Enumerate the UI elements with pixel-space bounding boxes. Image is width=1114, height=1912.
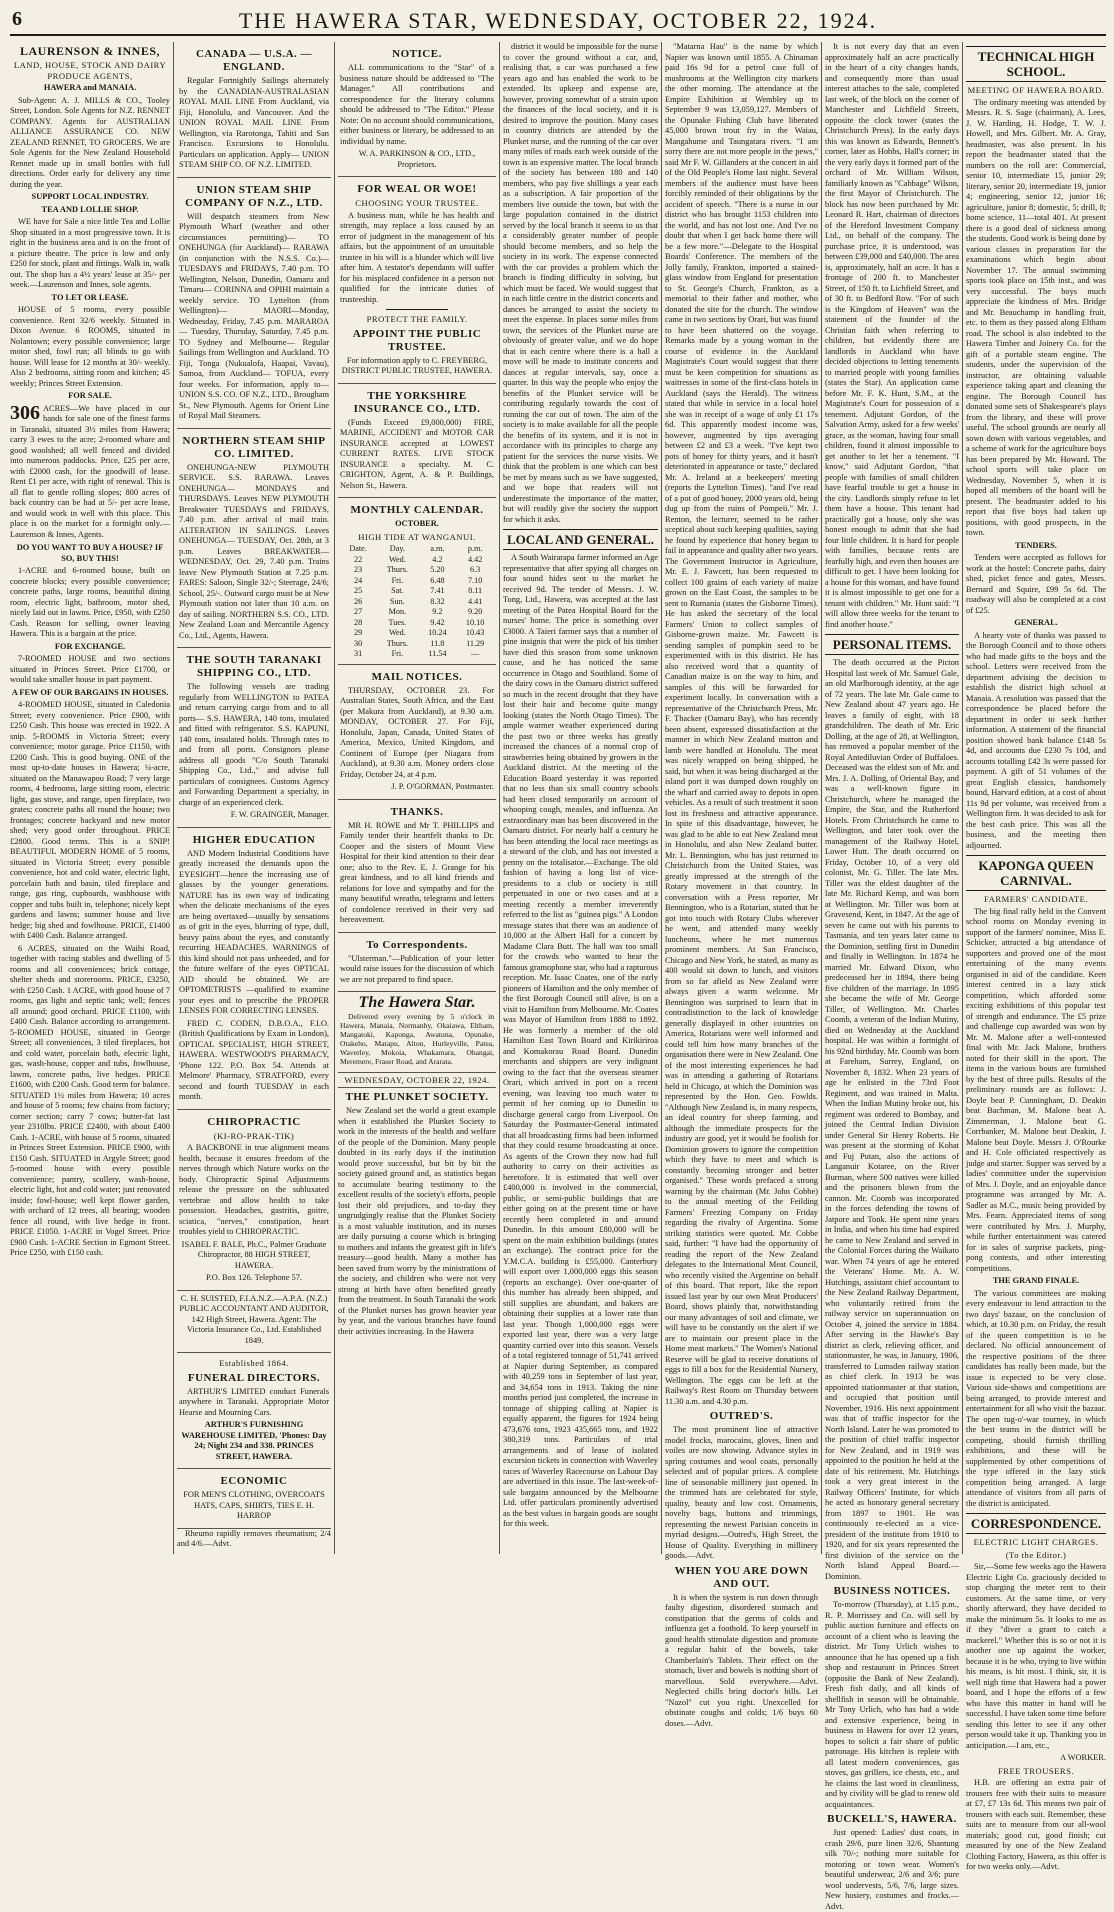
sale-body: ACRES—We have placed in our hands for sale one of the finest farms in Taranaki, situated 3½ miles from Hawera; carry 3 ewes to the acre; 2-roomed whare and good woolshed; all well fenced and divided into numerous paddocks. Price, £25 per acre, with £2000 cash, for the goodwill of lease. Rent £1 per acre, with right of renewal. This is all flat to gentle rolling slopes; 800 acres of back country can be had at 5/- per acre lease, and would work in well with this place. This place is on the market for a fortnight only.—Laurenson & Innes, Agents. [10,403,170,539]
stsc-ad [177,648,331,828]
electric-signature: A WORKER. [1060,1753,1106,1762]
electric-body: Sir,—Some few weeks ago the Hawera Electric Light Co. graciously decided to stop charging the meter rent to their customers. At the same time, or very shortly afterward, they have decided to make the minimum 5s. It looks to me as if they "diver a grant to catch a mackerel." Whether this is so or not it is another one up against the worker, because it is he who, trying to live within his means, is hit most. I think, sir, it is well nigh time that Hawera had a power board, and I hope the efforts of a few who have this matter in hand will be successful. I have taken some time before sending this letter to see if any other person would take it up. Thanking you in anticipation.—I am, etc., [966,1562,1106,1750]
tide-cell: 11.8 [430,638,445,648]
local-continued: "Matarna Hau" is the name by which Napier was known until 1855. A Chinaman paid 16s 9d for a petrol case full of mushrooms at the Wellington city markets the other morning. The attendance at the Empire Exhibition at Wembley up to September 9 was 13,059,127. Members of the Opunake Fishing Club have liberated 45,000 brown trout fry in the Waiau, Mangahume and Taungatara rivers. "I am sorry there are not more people in the pews," said Mr F. W. Gillanders at the concert in aid of the Old People's Home last night. Several members of the audience must have been forcibly reminded of their obligations by the accident of speech. "There is a nurse in our district who has brought 1153 children into the world, and has not lost one. And I've no doubt that when I get back home there will be a few more."—Delegate to the Hospital Boards' Conference. The members of the Jolly family, Frankton, imported a stained-glass window from England for presentation to St. George's Church, Frankton, as a memorial to their father and mother, who donated the site for the church. The window came in two sections by Orari, but was found to have been shattered on the voyage. Remarks made by a young woman in the course of evidence in the Auckland Magistrate's Court would suggest that there must be keen competition for situations as waitresses in some of the first-class hotels in Auckland (says the Herald). The witness stated that while in service in a local hotel she was in receipt of a wage of only £1 17s 6d. This apparently modest income was, however, augmented by tips averaging between £2 and £3 a week. "I've kept two pots of honey for thirty years, and it hasn't deteriorated in appearance or taste," declared Mr. A. Ireland at a beekeepers' meeting (reports the Lyttelton Times). "and I've read of a pot of good honey, 2000 years old, being dug up from the ruins of Pompeii." Mr. J. Renton, the lecturer, seemed to be rather sceptical about such keeping qualities, saying he found by experience that honey began to fail in appearance and quality after two years. The Government Instructor in Agriculture, Mr. E. J. Fawcett, has been requested to collect 100 grains of each variety of maize grown on the East Coast, the samples to be sent to Rumania (states the Gisborne Times). He has asked the secretary of the local Farmers' Union to collect samples of Gisborne-grown maize. Mr. Fawcett is sending samples of pumpkin seed to be experimented with in this district. He has also received word that a quantity of Canadian maize is on the way to him, and samples of this will be forwarded for experiment locally. In conversation with a representative of the Christchurch Press, Mr. F. Thacker (Oamaru Bay), who has recently been absent, expressed dissatisfaction at the manner in which New Zealand mutton and lamb were handled at Honolulu. The meat was nicely wrapped on being shipped, he said, but when it was being discharged at the island port it was dumped down roughly on the wharf and carried away to depots in open vehicles. As a result of such treatment it soon lost its freshness and attractive appearance. In spite of this disadvantage, however, he was glad to be able to eat New Zealand meat in Honolulu, and also New Zealand butter. Mr. L. Bennington, who has just returned to Christchurch from the United States, was greatly impressed at the strength of the Rotary movement in that country. In conversation with a Press reporter, Mr Bennington, who is a Rotarian, stated that he got into touch with Rotary Clubs wherever he went, and attended many weekly luncheons, where he met numerous prominent members. At San Francisco, Chicago and New York, he stated, as many as 400 would sit down to lunch, and visitors from so far afield as New Zealand were always given a warm welcome. Mr Bennington was surprised to learn that in contradistinction to the lack of knowledge generally displayed in other countries on America, Rotarians were well informed and could tell him how many branches of the organisation there were in New Zealand. One of the most interesting experiences he had was in attending a gathering of Rotarians held in Chicago, at which the Dominion was represented by the Hon. Geo. Fowlds. "Although New Zealand is, in many respects, an ideal country for sheep farming, and although the immediate prospects for the industry are good, yet it would be foolish for Dominion growers to ignore the competition which they have to meet and which is constantly becoming stronger and better organised." These words prefaced a strong warning by the chairman (Mr. John Cobbe) to the annual meeting of the Feilding Farmers' Freezing Company on Friday regarding the rivalry of Argentina. Some striking statistics were quoted. Mr. Cobbe said, further: "I have had the opportunity of reading the report of the New Zealand delegates to the International Meat Council, who recently visited the Argentine on behalf of this board. That report, like the report issued last year by our own Meat Producers' Board, shows plainly that, notwithstanding our many advantages of soil and climate, we will have to be constantly on the alert if we are to maintain our present place in the Home meat markets." The Women's National Reserve will be glad to receive donations of eggs to fill a box for the Residential Nursery, Wellington. The eggs can be left at the Railway's Rest Room on Thursday between 11.30 a.m. and 4.30 p.m. [665,42,819,1406]
higher-education-ad [177,828,331,1110]
tide-cell: 29 [354,628,363,637]
column-4 [503,42,658,1554]
column-rule [173,42,174,1554]
masthead [10,6,1106,36]
suisted-body: C. H. SUISTED, F.I.A.N.Z.—A.P.A. (N.Z.) PUBLIC ACCOUNTANT AND AUDITOR, 142 High Street, Hawera. Agent: The Victoria Insurance Co., Ltd. Established 1849. [179,1293,329,1345]
sale-number: 306 [10,401,40,424]
tide-cell: Sun. [389,596,405,606]
buckell-title: BUCKELL'S, HAWERA. [827,1813,957,1825]
appoint-title: APPOINT THE PUBLIC TRUSTEE. [352,327,482,353]
monthly-month: OCTOBER. [395,519,439,528]
thanks-body: MR H. ROWE and Mr T. PHILLIPS and Family tender their heartfelt thanks to Dr. Cooper and the sisters of Mount View Hospital for their kind attention to their dear one; also to the Rev. E. J. Grange for his great kindness, and to all kind friends and relations for love and sympathy and for the many beautiful wreaths, telegrams and letters of condolence received in their very sad bereavement. [340,820,494,924]
tide-cell: 9.42 [430,617,445,627]
northern-body: ONEHUNGA-NEW PLYMOUTH SERVICE. S.S. RARAWA. Leaves ONEHUNGA— MONDAYS and THURSDAYS. Leaves NEW PLYMOUTH Breakwater TUESDAYS and FRIDAYS, 7.40 p.m. after arrival of mail train. ALTERATION IN SAILINGS. Leaves ONEHUNGA— TUESDAY, Oct. 28th, at 3 p.m. Leaves BREAKWATER— WEDNESDAY, Oct. 29, 7.40 p.m. Trains leave New Plymouth Station at 7.25 p.m. FARES: Saloon, Single 32/-; Steerage, 24/6; School, 25/-. Outward cargo must be at New Plymouth station not later than 10 a.m. on day of sailing. NORTHERN S.S. CO., LTD. New Zealand Loan and Mercantile Agency Co., Ltd., Agents, Hawera. [179,462,329,640]
general-body: A hearty vote of thanks was passed to the Borough Council and to those others who had made gifts to the boys and the school. Letters were received from the department advising the decision to establish the district high school at Manaia. A resolution was passed that the correspondence be placed before the department in order to seek further information. A statement of the financial position showed bank balance £148 5s 4d, and accounts due £230 7s 10d, and accounts totalling £42 3s were passed for payment. A gift of 51 volumes of the great English classics, handsomely bound, Harvard edition, at a cost of about 11s 9d per volume, was received from a Wellington firm. It was decided to ask for the best cash price. This was all the business, and the meeting then adjourned. [966,630,1106,850]
coden-body: FRED C. CODEN, D.B.O.A., F.I.O. (British Qualifications by Exam in London), OPTICAL SPECIALIST, HIGH STREET, HAWERA. WESTWOOD'S PHARMACY, 'Phone 122. P.O. Box 54. Attends at Melmore' Pharmacy, STRATFORD, every second and fourth TUESDAY in each month. [179,1018,329,1101]
let-title: TO LET OR LEASE. [51,292,129,302]
funeral-body: ARTHUR'S LIMITED conduct Funerals anywhere in Taranaki. Appropriate Motor Hearse and Mourning Cars. [179,1386,329,1417]
tide-cell: 22 [354,554,363,564]
chiro-subtitle: (KI-RO-PRAK-TIK) [213,1130,295,1141]
tide-cell: 8.32 [430,596,445,606]
tide-table-header [340,544,494,555]
tide-cell: 5.20 [430,565,445,574]
tide-cell: 10.24 [428,628,447,637]
thanks-notice [338,800,496,933]
canada-title: CANADA — U.S.A. — ENGLAND. [195,48,313,73]
column-1 [10,42,170,1554]
mail-body: THURSDAY, OCTOBER 23. For Australian States, South Africa, and the East (per Makura from Auckland), at 9.30 a.m. MONDAY, OCTOBER 27. For Fiji, Honolulu, Japan, Canada, United States of America, Mexico, United Kingdom, and Continent of Europe (per Niagara from Auckland), at 9.30 a.m. Money orders close Friday, October 24, at 4 p.m. [340,685,494,779]
funeral-title: FUNERAL DIRECTORS. [187,1371,321,1384]
laurenson-place: HAWERA and MANAIA. [43,83,137,92]
house-question: DO YOU WANT TO BUY A HOUSE? IF SO, BUY THIS! [16,543,164,563]
notice-title: NOTICE. [392,48,442,60]
harrop-body: FOR MEN'S CLOTHING, OVERCOATS HATS, CAPS, SHIRTS, TIES E. H. HARROP [183,1490,325,1520]
newspaper-page [10,6,1106,1911]
buckell-body: Just opened: Ladies' dust coats, in crash 29/6, pure linen 32/6, Shantung silk 70/-; nothing more suitable for motoring or town wear. Women's beautiful underwear, 2/6 and 3/6; pure wool undervests, 5/6, 7/6, large sizes. New hosiery, costumes and frocks.—Advt. [825,1828,959,1911]
let-body: HOUSE of 5 rooms, every possible convenience. Rent 32/6 weekly. Situated in Dixon Avenue. 6 ROOMS, situated in Nolantown; every possible convenience; large motor shed, fowl run; all blinds to go with house. Will lease for 12 months at 30/- weekly. Also 2 bedrooms, sitting room and kitchen; 45 weekly; Princes Street Extension. [10,305,170,388]
star-body: Delivered every evening by 5 o'clock in Hawera, Manaia, Normanby, Okaiawa, Eltham, Mangatoki, Kaponga, Awatuna, Opunake, Otakeho, Matapu, Alton, Hurleyville, Patea, Waverley, Mokoia, Whakamara, Ohangai, Meremere, Fraser Road, and Ararata. [340,1011,494,1066]
correspondents-body: "Ulsterman."—Publication of your letter would raise issues for the discussion of which we are not prepared to find space. [340,953,494,984]
stsc-signature: F. W. GRAINGER, Manager. [230,810,329,819]
appoint-body: For information apply to C. FREYBERG, DISTRICT PUBLIC TRUSTEE, HAWERA. [341,355,493,375]
tide-cell: 10.10 [465,617,485,627]
thanks-title: THANKS. [390,805,444,818]
column-7 [966,42,1106,1871]
exchange-title: FOR EXCHANGE. [54,641,126,651]
weal-body: A business man, while he has health and strength, may replace a loss caused by an error of judgment in the management of his affairs, but the appointment of an unsuitable trustee in his will is a blunder which will live after him. A testator's dependants will suffer for his misplaced confidence in a person not qualified for the intricate duties of trusteeship. [340,210,494,304]
suisted-ad [177,1291,331,1354]
tide-table-row [340,639,494,650]
correspondence-title: CORRESPONDENCE. [966,1513,1106,1534]
tide-cell: Thurs. [386,565,408,574]
tide-cell: 6.3 [470,565,481,574]
tide-cell: 23 [354,565,363,574]
column-rule [661,42,662,1554]
tide-cell: 25 [354,586,363,595]
tide-cell: 9.2 [432,607,443,616]
tide-table [340,544,494,660]
northern-ad [177,429,331,649]
column-5 [665,42,819,1728]
tide-table-row [340,586,494,597]
exchange-body: 7-ROOMED HOUSE and two sections situated in Princes Street. Price £1700, or would take smaller house in part payment. [10,654,170,684]
outred-title: OUTRED'S. [709,1410,774,1422]
correspondents-notice [338,933,496,993]
tide-cell: Tues. [388,617,407,627]
tide-table-row [340,565,494,576]
yorkshire-ad [338,384,496,499]
trousers-title: FREE TROUSERS. [997,1765,1075,1776]
notice-body: ALL communications to the "Star" of a business nature should be addressed to "The Manager." All contributions and correspondence for the literary columns should be addressed to "The Editor." Please Note: On no account should communications, either business or literary, be addressed to an individual by name. [340,63,494,146]
local-title: LOCAL AND GENERAL. [503,529,658,550]
tide-cell: 4.2 [432,554,443,564]
arthur-body: ARTHUR'S FURNISHING WAREHOUSE LIMITED, 'Phones: Day 24; Night 234 and 338. PRINCES STREET, HAWERA. [181,1420,327,1461]
tide-cell: 24 [354,575,363,585]
tide-table-row [340,607,494,618]
higher-body: AND Modern Industrial Conditions have greatly increased the demands upon the EYESIGHT—hence the increasing use of glasses by the younger generations. NATURE has its own way of indicating when the delicate mechanisms of the eyes are being overtaxed—usually by sensations as of grit in the eyes, blurring of type, dull, heavy pains about the eyes, and constantly recurring HEADACHES. WARNINGS of this kind should not pass unheeded, and for the future welfare of the eyes OPTICAL AID should be obtained. We are OPTOMETRISTS —qualified to examine your eyes and to prescribe the PROPER LENSES FOR CORRECTING LENSES. [179,848,329,1015]
column-rule [821,42,822,1554]
column-2 [177,42,331,1554]
divider [386,309,448,310]
house-body: 1-ACRE and 6-roomed house, built on concrete blocks; every possible convenience; concrete paths, large rooms, beautiful dining room, electric light, bathroom, motor shed, nicely laid out in lawns. Price, £950, with £250 Cash. Reason for selling, owner leaving Hawera. This is a bargain at the price. [10,566,170,638]
tide-cell: 26 [354,596,363,606]
tide-cell: 10.43 [465,628,485,637]
yorkshire-title: THE YORKSHIRE INSURANCE CO., LTD. [353,389,481,415]
tide-cell: 30 [354,638,363,648]
notice-signature: W. A. PARKINSON & CO., LTD., Proprietors. [358,149,476,169]
bargains-body: 4-ROOMED HOUSE, situated in Caledonia Street; every convenience. Price £900, with £250 Cash. This house was erected in 1922. A snip. 5-ROOMS in Victoria Street; every convenience; motor garage. Price £1150, with £200 Cash. This is good buying. ONE of the most up-to-date houses in Hawera; ¼-acre, situated on the Manawapou Road; 7 very large rooms, 4 bedrooms, large sitting room, electric light, gas stove, and range, open fireplace, two grates; concrete paths all round the house; two frontages; concrete backyard and new motor shed; very good order throughout. PRICE £2800. Good terms. This is a SNIP! BEAUTIFUL MODERN HOME of 5 rooms, situated in Victoria Street; every possible convenience, hot and cold water, electric light, porcelain bath and basin, tiled fireplace and range, gas ring, cupboards, washhouse with copper and tubs built in, telephone; nicely kept gardens and lawns; summer house and live hedge; big shed and fowlhouse. PRICE, £1400 with £400 Cash. Balance arranged. [10,700,170,940]
tide-header-cell: p.m. [467,544,483,553]
laurenson-subtitle: LAND, HOUSE, STOCK AND DAIRY PRODUCE AGENTS, [13,60,167,81]
tide-table-row [340,649,494,660]
tide-cell: — [471,649,480,658]
mail-notices [338,665,496,800]
tide-table-row [340,555,494,566]
tide-cell: Wed. [388,628,406,637]
tide-table-row [340,628,494,639]
stsc-title: THE SOUTH TARANAKI SHIPPING CO., LTD. [186,654,322,679]
general-title: GENERAL. [1014,618,1058,627]
sale-article: It is not every day that an even approximately half an acre practically in the heart of a city changes hands, and consequently more than usual interest attaches to the sale, completed last week, of the block on the corner of Manchester and Lichfield Streets, opposite the clock tower (states the Christchurch Press). In the early days this was known as Edwards, Bennett's corner, later as Hobbs, Hall's corner; in the very early days it formed part of the orchard of Mr. William Wilson, familiarly known as "Cabbage" Wilson, the first Mayor of Christchurch. The block has now been purchased by Mr. Leonard R. Hart, chairman of directors of the Hereford Investment Company Ltd., on behalf of the company. The purchase price, it is understood, was between £39,000 and £40,000. The area is, approximately, half an acre. It has a frontage of 200 ft. to Manchester Street, of 150 ft. to Lichfield Street, and of 30 ft. to Bedford Row. "For of such is the Kingdom of Heaven" was the statement of the founder of the Christian faith when referring to children, but evidently there are landlords in Auckland who have decided objections to letting tenements to married people with young families (states the Star). An application came before Mr. F. K. Hunt, S.M., at the Magistrate's Court for possession of a tenement. Adjutant Gordon, of the Salvation Army, asked for a few weeks' grace, as the woman, having four small children, found it almost impossible to get another to let her a tenement. "I know," said Adjutant Gordon, "that people with families of small children have fearful trouble to get a house in the city. Landlords simply refuse to let them have a house. This tenant had practically got a house, only she was honest enough to admit that she had four little children. It is hard for people with families, because rents are fearfully high, and even then houses are difficult to get. I have been looking for a house for this woman, and have found it is almost impossible to get one for a tenant with children." Mr. Hunt said: "I will allow three weeks for the tenant to find another house." [825,42,959,629]
bargains-title: A FEW OF OUR BARGAINS IN HOUSES. [11,687,169,697]
weal-subtitle: CHOOSING YOUR TRUSTEE. [355,198,479,208]
notice-ad [338,42,496,177]
plunket-title: THE PLUNKET SOCIETY. [345,1091,489,1103]
tea-title: TEA AND LOLLIE SHOP. [41,204,139,214]
business-body: To-morrow (Thursday), at 1.15 p.m., R. P. Morrissey and Co. will sell by public auction furniture and effects on account of a client who is leaving the district. Mr Tony Urlich wishes to announce that he has opened up a fish shop and restaurant in Princes Street (opposite the Bank of New Zealand). Fresh fish daily, and all kinds of shellfish in season will be obtainable. Mr Tony Urlich, who has had a wide and extensive experience, being in business in Hawera for over 12 years, hopes to solicit a fair share of public patronage. His kitchen is replete with all latest modern conveniences, gas stoves, gas grillers, ice chests, etc., and he claims the last word in cleanliness, and by civility will be glad to renew old acquaintances. [825,1600,959,1809]
tide-cell: 11.54 [428,649,447,658]
tenders-title: TENDERS. [1015,540,1057,550]
page-number: 6 [12,8,22,30]
personal-title: PERSONAL ITEMS. [825,634,959,655]
canada-ad [177,42,331,178]
tide-cell: 6.48 [430,575,445,585]
support-title: SUPPORT LOCAL INDUSTRY. [31,192,149,201]
tide-cell: Mon. [388,607,407,616]
public-trustee-ad [338,177,496,384]
tide-cell: Sat. [391,586,404,595]
finale-title: THE GRAND FINALE. [992,1276,1080,1285]
tide-cell: Fri. [391,649,404,658]
acres-body: 6 ACRES, situated on the Waihi Road, together with racing stables and dwelling of 5 rooms and all conveniences; brick cottage, shelter sheds and storerooms. PRICE, £3250, with £250 Cash. 1 ACRE, with good house of 7 rooms, gas light and septic tank; well; fences all around; good orchard. PRICE £1100, with £400 Cash. Balance according to arrangement. 5-ROOMED HOUSE, situated in George Street; all conveniences, 3 tiled fireplaces, hot and cold water, porcelain bath, electric light, gas, wash-house, copper and tubs, fowlhouse, lawns, concrete paths, live hedges. PRICE £1600, with £200 Cash. Good term for balance. SITUATED 1½ miles from Hawera; 10 acres and house of 5 rooms; few chains from factory; corner section; carry 7 cows; butter-fat last year 2310lbs. PRICE £2400, with about £400 Cash. 1-ACRE, with house of 5 rooms, situated in Princes Street Extension. PRICE £900, with £150 Cash. SITUATED in Argyle Street; good 5-roomed house with every possible convenience; pantry, scullery, wash-house, electric light, hot and cold water; just renovated inside; fowl-house; well kept flower garden, with orchard of 12 trees, all bearing; wooden fence all round, with live hedge in front. PRICE £1050. 1-ACRE in Vogel Street. Price £900 Cash. 1-ACRE Section in Egmont Street. Price £250, with £150 cash. [10,943,171,1257]
tide-cell: 9.20 [467,607,483,616]
yorkshire-body: (Funds Exceed £9,000,000) FIRE, MARINE, ACCIDENT and MOTOR CAR INSURANCE accepted at LOWEST CURRENT RATES. LIVE STOCK INSURANCE a specialty. M. C. CRIGHTON, Agent, A. & P. Buildings, Nelson St., Hawera. [340,417,494,490]
electric-title: ELECTRIC LIGHT CHARGES. [973,1537,1099,1547]
laurenson-body: Sub-Agent: A. J. MILLS & CO., Tooley Street, London. Sole Agents for N.Z. RENNET COMPANY. Agents for AUSTRALIAN ALLIANCE ASSURANCE CO. NEW ZEALAND RENNET, TO GROCERS. We are Sole Agents for the New Zealand Household Rennet made up in small bottles with full directions. Order early for delivery any time during the year. [10,95,170,189]
tide-cell: Thurs. [386,638,408,648]
date-line: WEDNESDAY, OCTOBER 22, 1924. [338,1075,496,1089]
business-title: BUSINESS NOTICES. [833,1585,951,1597]
plunket-continued: district it would be impossible for the nurse to cover the ground without a car, and, realising that, a car was purchased a few years ago and has enabled the work to be extended. Its upkeep and expense are, however, proving somewhat of a strain upon the finances of the local society, and it is desired to improve the position. Many cases in country districts are attended by the Plunket nurse, and the running of the car over many miles of roads each week outside of the town is an expensive matter. The local branch of the society has between 180 and 140 members, who pay five shillings a year each as a subscription. A fair proportion of the members live outside the town, but with the large population contained in the district served by the local branch it seems to us that a considerably greater number of people should become members, and so help the society in its work. The expense connected with the car provides a problem which the branch is finding difficulty in solving, but which must be faced. We would suggest that in each little centre in the district concerts and dances be arranged to assist the society to meet the expense. In places some miles from town, the services of the Plunket nurse are obviously of greater value, and we do hope that in each centre where there is a hall a move will be made to institute concerts and dances at regular intervals, say, once a quarter. In this way the people who enjoy the benefits of the Plunket service will be contributing regularly towards the cost of running the car out of town. The aim of the society is to make available for all the people the benefits of its system, and it is not in accordance with its principles to charge any patient for the services the nurse visits. We think that the problem is one which can best be met by means such as we have suggested, and we hope that readers will not underestimate the importance of the matter, but will readily give the society the support for which it asks. [503,42,658,524]
down-body: It is when the system is run down through faulty digestion, disordered stomach and constipation that the germs of colds and influenza get a foothold. To keep yourself in good health stimulate digestion and promote a regular habit of the bowels, take Chamberlain's Tablets. Their effect on the stomach, liver and bowels is nothing short of marvellous. Sold everywhere.—Advt. Neglected chills bring doctor's bills. Let "Nazol" cut you right. Unexcelled for obstinate coughs and colds; 1/6 buys 60 doses.—Advt. [665,1592,818,1728]
mail-title: MAIL NOTICES. [371,670,463,683]
monthly-title: MONTHLY CALENDAR. [350,504,484,516]
column-rule [499,42,500,1554]
northern-title: NORTHERN STEAM SHIP CO. LIMITED. [182,434,326,460]
kaponga-body: The big final rally held in the Convent school rooms on Monday evening in support of the farmers' nominee, Miss E. Schicker, attracted a big attendance of supporters and proved one of the most entertaining of the many events organised in aid of the candidate. Keen interest centred in a lazy stick competition, which afforded some exciting exhibitions of this popular test of strength and endurance. The £5 prize and challenge cup awarded was won by Mr. M. Malone after a well-contested final with Mr. Jack Malone, brothers noted for their skill in the sport. The items in the various bouts are furnished by the best of three pulls. Results of the preliminary rounds are as follows: J. Doyle beat P. Cunningham, D. Deakin beat Bachman, M. Malone beat A. Zimmerman, J. Malone beat G. Corrbanker, M. Malone beat Deakin, J. Malone beat Doyle. Messrs J. O'Rourke and H. Cole officiated respectively as judge and starter. Supper was served by a ladies' committee under the supervision of Mrs. J. Doyle, and an enjoyable dance programme was arranged by Mr. A. Sadler as M.C., music being provided by Mrs. Fearn. Appreciated items of song were contributed by Mrs. J. Murphy, while further entertainment was catered for in sales of surprise packets, ping-pong contests, and other interesting competitions. [966,906,1106,1273]
column-rule [962,42,963,1554]
tide-cell: 31 [354,649,363,658]
kaponga-title: KAPONGA QUEEN CARNIVAL. [966,855,1106,891]
mail-signature: J. P. O'GORMAN, Postmaster. [391,782,494,791]
plunket-body: New Zealand set the world a great example when it established the Plunket Society to work in the interests of the health and welfare of the people of the Dominion. Many people doubted in its early days if the institution would prove successful, but bit by bit the society gained ground and, as statistics began to accumulate bearing testimony to the excellent results of the society's efforts, people lost their old prejudices, and to-day they ungrudgingly realise that the Plunket Society is a most valuable institution, and its nurses are daily pursuing a course which is bringing to mothers and infants the greatest gift in life's treasury—good health. Many a mother has been saved from worry by the ministrations of the society, and children who were not very strong at birth have often benefited greatly from the treatment. In South Taranaki the work of the Plunket nurses has grown heavier year by year, and the various branches have found their activities increasing. In the Hawera [338,1106,496,1336]
tide-header-cell: Date. [349,544,367,553]
chiro-title: CHIROPRACTIC [207,1115,301,1128]
monthly-calendar [338,498,496,665]
union-body: Will despatch steamers from New Plymouth Wharf (weather and other circumstances permitting)— TO ONEHUNGA (for Auckland)— RARAWA (in conjunction with the N.S.S. Co.)— TUESDAYS and FRIDAYS, 7.40 p.m. TO Wellington, Nelson, Dunedin, Oamaru and Timaru— CORINNA and OPIHI maintain a weekly service. TO Lyttelton (from Wellington)— MAORI—Monday, Wednesday, Friday, 7.45 p.m. MARAROA — Tuesday, Thursday, Saturday, 7.45 p.m. TO Sydney and Melbourne— Regular Sailings from Wellington and Auckland. TO Fiji, Tonga (Nukualofa, Haapai, Vavau), Samoa, from Auckland— TOFUA, every four weeks. For information, apply to— UNION S.S. CO. OF N.Z., LTD., Brougham St., New Plymouth. Agents for Orient Line of Royal Mail Steamers. [179,211,329,420]
down-title: WHEN YOU ARE DOWN AND OUT. [674,1564,809,1590]
tide-cell: 28 [354,617,363,627]
stsc-body: The following vessels are trading regularly from WELLINGTON to PATEA and return carrying cargo from and to all ports— S.S. HAWERA, 140 tons, insulated and fitted with refrigerator. S.S. KAPUNI, 140 tons, insulated holds. Through rates to and from all ports. Consignors please address all goods "C/o South Taranaki Shipping Co., Ltd.," and advise full particulars of consignees. Customs Agency and Forwarding Department a specialty, in charge of an experienced clerk. [179,682,329,807]
tide-header-cell: Day. [389,544,405,553]
tide-table-body [340,555,494,660]
sale-title: FOR SALE. [68,391,112,400]
tide-cell: 7.41 [430,586,445,595]
tide-cell: 4.42 [467,554,483,564]
star-masthead [338,992,496,1073]
star-title: The Hawera Star. [358,994,476,1011]
chiro-body: A BACKBONE in true alignment means health, because it ensures freedom of the nerves through which Nature works on the body. Chiropractic Spinal Adjustments release the pressure on the subluxated vertebrae and allow health to take possession. Headaches, gastritis, goitre, sciatica, "nerves," constipation, heart troubles yield to CHIROPRACTIC. [179,1143,329,1236]
tide-table-row [340,597,494,608]
harrop-title: ECONOMIC [220,1475,288,1487]
tide-cell: 4.41 [467,596,483,606]
tech-subtitle: MEETING OF HAWERA BOARD. [967,85,1105,95]
tech-title: TECHNICAL HIGH SCHOOL. [966,46,1106,82]
tide-header-cell: a.m. [430,544,445,553]
canada-body: Regular Fortnightly Sailings alternately by the CANADIAN-AUSTRALASIAN ROYAL MAIL LINE From Auckland, via Fiji, Honolulu, and Vancouver. And the UNION ROYAL MAIL LINE From Wellington, via Rarotonga, Tahiti and San Francisco. Excursions to Honolulu. Particulars on application. Apply— UNION STEAM SHIP CO. OF N.Z. LIMITED. [179,76,329,169]
electric-to-editor: (To the Editor.) [1005,1549,1067,1560]
tech-body: The ordinary meeting was attended by Messrs. R. S. Sage (chairman), A. Lees, J. W. Harding, H. Hodge, T. W. J. Howell, and Mrs. Gilbert. Mr. A. Gray, headmaster, was also present. In his report the headmaster stated that the numbers on the roll are: Commercial, senior 10, intermediate 15, junior 29; literary, senior 20, intermediate 19, junior 4; engineering, senior 12, junior 16; agriculture, junior 8; domestic, 5; drill, 8; home science, 11—total 401. At present there is a good deal of sickness among the students. Good work is being done by various classes in preparation for the examinations which begin about November 17. The annual swimming sports took place on 15th inst., and was very successful. The boys much appreciate the kindness of Mrs. Bridge and Mr. Beauchamp in handling fruit, etc. to them as they passed along Eltham road. The school is also indebted to the Hawera Timber and Joinery Co. for the gift of a portable steam engine. The students, under the supervision of the instructor, are obtaining valuable experience taking apart and cleaning the engine. The Borough Council has donated some sets of Shakespeare's plays from the library, and these will prove useful. The school grounds are nearly all sown down with various vegetables, and a scheme of work for the agriculture boys has been prepared by Mr. Howard. The school sports will take place on Wednesday, November 5, when it is hoped all members of the board will be present. The headmaster added to his report that five boys had taken up positions, with good prospects, in the town. [966,97,1106,537]
tide-cell: Fri. [391,575,404,585]
chiropractic-ad [177,1110,331,1291]
sale-listing [10,401,170,541]
personal-body: The death occurred at the Picton Hospital last week of Mr. Samuel Gale, an old Marlborough identity, at the age of 72 years. The late Mr. Gale came to New Zealand about 47 years ago. He leaves a family of eight, with 18 grandchildren. The death of Mr. Eric Dolling, at the age of 28, at Wellington, has removed a popular member of the Royal Antediluvian Order of Buffaloes. Deceased was the eldest son of Mr. and Mrs. J. A. Dolling, of Oriental Bay, and was a well-known figure in Christchurch, where he managed the Empire, the Star, and the Rutherford Hotels. From Christchurch he came to Wellington, and later took over the management of the Railway Hotel, Lower Hutt. The death occurred on Friday, October 10, of a very old colonist, Mr. G. Tiller. The late Mrs. Tiller was the eldest daughter of the late Mr. Richard Kemp, and was born at Wellington. Mr. Tiller was born at Gravesend, Kent, in 1847. At the age of seven he came out with his parents to Tasmania, and ten years later came to the Dominion, settling first in Dunedin and finally in Wellington. In 1874 he married Mr. Edward Dixon, who predeceased her in 1894, there being five children of the marriage. In 1895 she became the wife of Mr. George Tiller, of Wellington. Mr. Charles Coomb, a veteran of the Indian Mutiny, died on Wednesday at the Auckland hospital. He was within a fortnight of his 92nd birthday. Mr. Coomb was born at Fareham, Surrey, England, on November 8, 1832. When 23 years of age he enlisted in the 73rd Foot Regiment, and was trained in Malta. When the Indian Mutiny broke out, his regiment was ordered to Bombay, and joined the Central Indian Division under General Sir Henry Roberts. He was present at the storming of Kohat and Fuj Putan, also the actions of Langanuir Kotaree, on the River Burman, where 500 natives were killed and the prisoners blown from the cannon. Mr. Coomb was incorporated in the forces defending the towns of Jatpore and Tonk. He spent nine years in India, and when his time had expired he came to New Zealand and served in the Colonial Forces during the Waikato war. When 74 years of age he entered the Veterans' Home. Mr. A. W. Hutchings, assistant chief accountant to the New Zealand Railway Department, who voluntarily retired from the railway service on superannuation on October 4, joined the service in 1884. After serving in the Hawke's Bay district as clerk, relieving officer, and stationmaster, he was, in January, 1906, transferred to Lumsden railway station as chief clerk. In 1913 he was appointed stationmaster at that station, and occupied that position until November, 1916. His next appointment was that of traffic inspector for the North Island. Later he was promoted to the position of chief traffic inspector for New Zealand, and in 1919 was appointed to the position he held at the date of his retirement. Mr. Hutchings took a very great interest in the Railway Officers' Institute, for which he acted as honorary general secretary from 1897 to 1901. He was continuously re-elected as a vice-president of the institute from 1910 to 1920, and for six years represented the first division of the service on the North Island Appeal Board.—Dominion. [825,658,959,1581]
union-ad [177,178,331,429]
harrop-ad [177,1469,331,1529]
masthead-title: THE HAWERA STAR, WEDNESDAY, OCTOBER 22, 1924. [238,8,878,33]
kaponga-subtitle: FARMERS' CANDIDATE. [984,894,1088,904]
trousers-body: H.B. are offering an extra pair of trousers free with their suits to measure at £7, £7 13s 6d. This means two pair of trousers with each suit. Remember, these suits are to measure from our all-wool materials; good cut, good finish; cut measured by one of the New Zealand Clothing Factory, Hawera, as this offer is for two weeks only.—Advt. [966,1778,1106,1871]
finale-body: The various committees are making every endeavour to lend attraction to the two days' bazaar, on the conclusion of which, at 10.30 p.m. on Friday, the result of the queen competition is to be declared. No official announcement of the respective positions of the three candidates has really been made, but the issue is expected to be very close. Various side-shows and competitions are being arranged, to provide interest and entertainment for all who visit the bazaar. The open tug-o'-war tourney, in which the best teams in the district will be competing, should furnish thrilling exhibitions, and these will be supplemented by other competitions of the type offered in the lazy stick competition being arranged. A large attendance of visitors from all parts of the district is anticipated. [966,1288,1106,1508]
isabel-body: ISABEL F. BALE, Ph.C., Palmer Graduate Chiropractor, 88 HIGH STREET, HAWERA. [181,1239,327,1270]
tide-cell: 8.11 [468,586,483,595]
monthly-tide: HIGH TIDE AT WANGANUI. [358,531,476,542]
tenders-body: Tenders were accepted as follows for work at the hostel: Concrete paths, dairy shed, picket fence and gates, Messrs. Bernard and Squire, £99 5s 6d. The roadway will also be completed at a cost of £25. [966,553,1106,615]
tide-cell: 11.29 [466,638,485,648]
tide-table-row [340,576,494,587]
funeral-ad [177,1353,331,1469]
tide-cell: 27 [354,607,363,616]
weal-title: FOR WEAL OR WOE! [357,183,477,195]
local-body: A South Wairarapa farmer informed an Age representative that after spying all charges on four sound hides sent to the market he received 9d. The tender of Messrs. J. W. Tong, Ltd., Hawera, was accepted at the last meeting of the Patea Hospital Board for the nurses' home. The price is something over £3000. A Taieri farmer says that a number of pine insignis that were the pick of his timber have died this season from some unknown cause, and he has noticed the same occurrence in Otago and Southland. Some of the dairy cows in the Oamaru district suffered so much in the recent drought that they have lost their hair and become quite mangy looking (states the North Otago Times). The ample warmer weather experienced during the past two or three weeks has greatly increased the chances of a normal crop of strawberries being obtained by growers in the Auckland district. At the meeting of the Education Board yesterday it was reported that no less than six small country schools had been closed temporarily on account of whooping cough, measles, and influenza. An extraordinary man has been discovered in the Oamaru district. For nearly half a century he has been attending the local race meetings as a steward of the club, and has not invested a penny on the totalisator.—Exchange. The old fashion of having a long list of vice-presidents to a club or society is still perpetuated in one or two cases and at a meeting recently a member irreverently referred to the list as "guinea pigs." A London message states that there was an audience of 10,000 at the Albert Hall for a concert by Madame Clara Butt. The hall was too small for the crowds who wanted to hear the famous gramophone star, who had a rapturous reception. Mr. Isaac Coates, one of the early pioneers of Hamilton and the only member of the first Borough Council still alive, is on a visit to Hamilton from Melbourne. Mr. Coates was Mayor of Hamilton from 1888 to 1892. He was formerly a member of the old Hamilton East Town Board and Kirikiriroa and Komakorau Road Board. Dunedin merchants and shippers are very indignant owing to the fact that the overseas steamer Orari, which arrived in port on a recent evening, was leaving too much water to permit of her coming up to Dunedin to discharge general cargo from Liverpool. On Saturday the Postmaster-General intimated that all broadcasting firms had been informed that they could resume broadcasting at once. As agents of the Crown they now had full authority to carry on their activities as heretofore. It is estimated that well over £400,000 is involved in the commercial, public, or semi-public buildings that are either going on at the present time or have recently been completed in and around Dunedin. In this amount £80,000 will be spent on the main exhibition buildings (states an exchange). The contract price for the Y.M.C.A. building is £55,000. Canterbury will export over 1,000,000 eggs this season (reports an exchange). Over one-quarter of this number has already been shipped, and still supplies are abundant, and bakers are obtaining their supplies at a lower rate than last year. Though 1,000,000 eggs were exported last year, there was a very large quantity carried over into this season. Vessels of a total registered tonnage of 51,741 arrived at Napier during September, as compared with 40,259 tons in September of last year, and 34,654 tons in 1913. Taking the nine months period just completed, the increase in tonnage of shipping calling at Napier is equally apparent, the figures for 1924 being 473,676 tons, 1923 435,665 tons, and 1922 380,319 tons. Particulars of trial arrangements and of lease of isolated excursion tickets in connection with Waverley races of Waverley Racecourse on Labour Day are advertised in this issue. The last-week-of-sale bargains announced by the Melbourne Ltd. offer particulars prominently advertised as the best values in bargain goods are sought for this week. [503,553,658,1528]
tide-cell: 7.10 [467,575,483,585]
established: Established 1864. [219,1358,289,1368]
protect-title: PROTECT THE FAMILY. [366,314,468,324]
isabel-box: P.O. Box 126. Telephone 57. [205,1273,303,1282]
union-title: UNION STEAM SHIP COMPANY OF N.Z., LTD. [185,183,323,209]
tea-body: WE have for Sale a nice little Tea and Lollie Shop situated in a most progressive town. It is right in the business area and is on the front of a picture theatre. The price is low and only £250 for stock, plant and fittings. Walk in, walk out. The shop has a 4½ years' lease at 35/- per week.—Laurenson and Innes, sole agents. [10,217,170,289]
laurenson-title: LAURENSON & INNES, [19,44,161,58]
outred-body: The most prominent line of attractive model frocks, marocains, gloves, linen and voiles are now showing. Advance styles in spring costumes and wool coats, personally selected and of popular prices. A complete line of seasonable millinery just opened. In the trimmed hats are celebrated for style, quality, beauty and low cost. Ornaments, novelty bags, buttons and trimmings, representing the newest Parisian conceits in myriad designs.—Outred's, High Street, the House of Quality. Everything in millinery goods.—Advt. [665,1425,818,1560]
column-rule [334,42,335,1554]
tide-cell: Wed. [388,554,406,564]
column-3 [338,42,496,1554]
tide-table-row [340,618,494,629]
higher-title: HIGHER EDUCATION [192,833,316,846]
rheumo-ad: Rheumo rapidly removes rheumatism; 2/4 and 4/6.—Advt. [177,1528,331,1548]
correspondents-title: To Correspondents. [366,938,468,951]
column-6 [825,42,959,1911]
